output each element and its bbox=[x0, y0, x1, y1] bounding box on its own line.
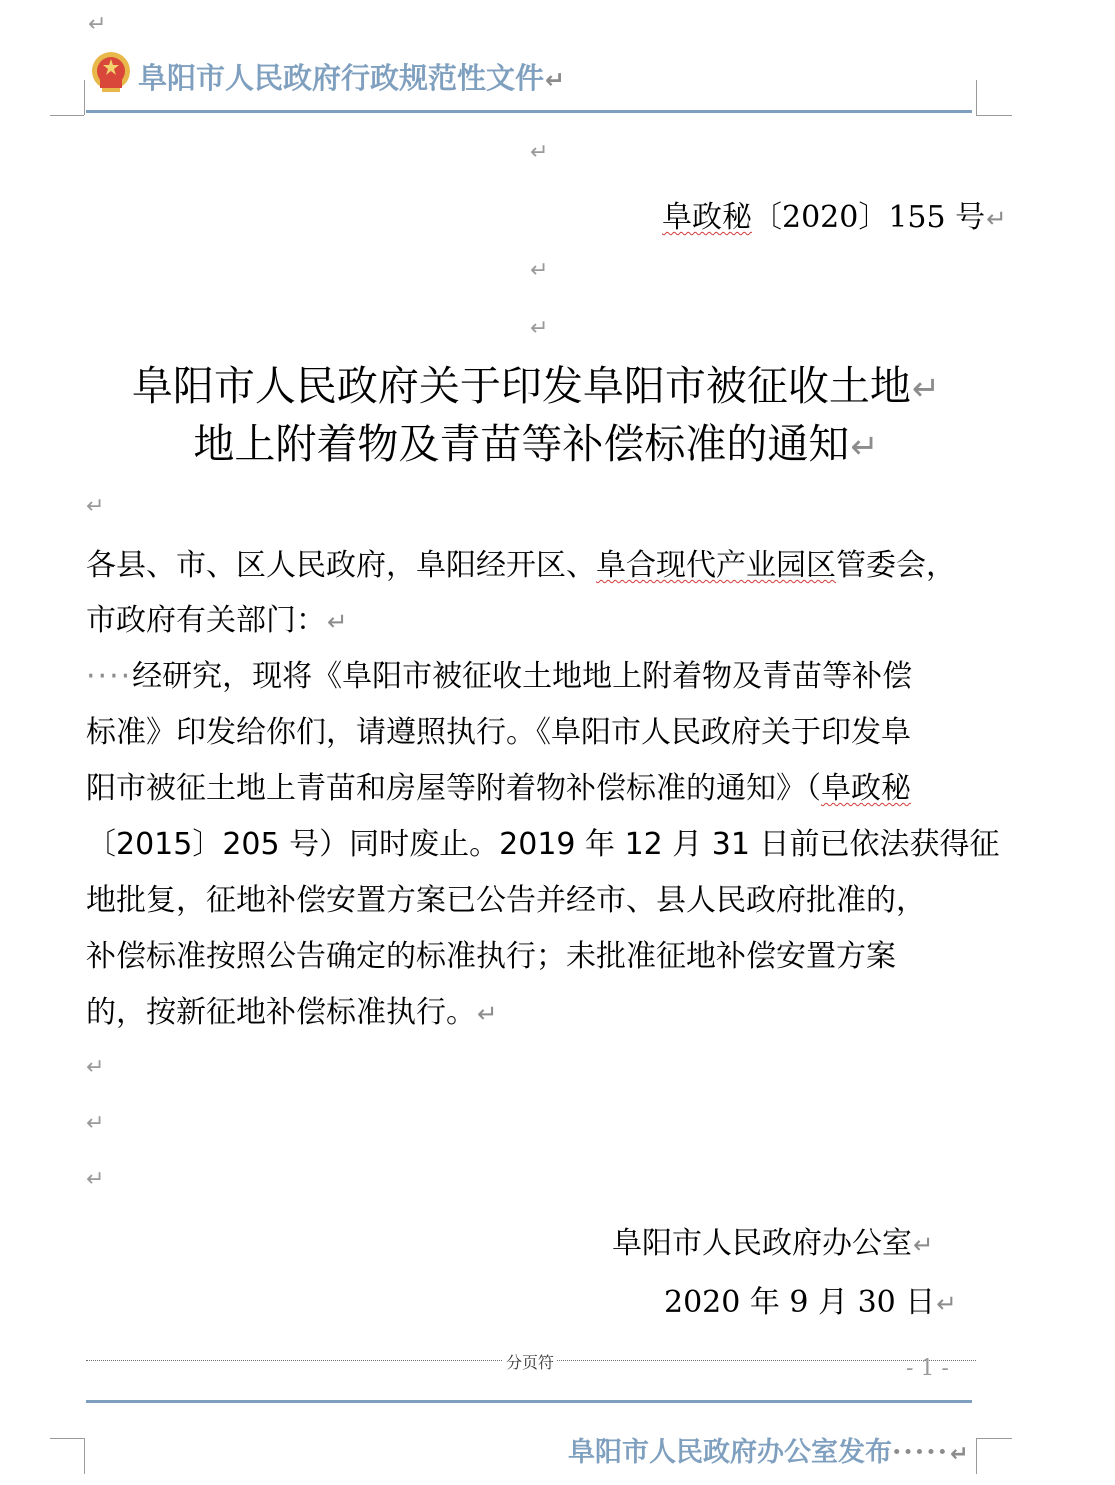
signature-office: 阜阳市人民政府办公室↵ bbox=[612, 1226, 934, 1261]
paragraph-mark: ↵ bbox=[530, 140, 549, 165]
crop-mark bbox=[976, 80, 977, 115]
page-number: - 1 - bbox=[906, 1356, 949, 1381]
footer-publisher: 阜阳市人民政府办公室发布·····↵ bbox=[568, 1437, 969, 1468]
crop-mark bbox=[50, 1438, 84, 1439]
body-paragraph-line: ····经研究，现将《阜阳市被征收土地地上附着物及青苗等补偿 bbox=[86, 659, 913, 694]
paragraph-mark: ↵ bbox=[86, 1055, 105, 1080]
paragraph-mark: ↵ bbox=[86, 1167, 105, 1192]
signature-date: 2020 年 9 月 30 日↵ bbox=[664, 1285, 957, 1320]
document-number: 阜政秘〔2020〕155 号↵ bbox=[662, 200, 1007, 235]
body-paragraph-line: 阳市被征土地上青苗和房屋等附着物补偿标准的通知》（阜政秘 bbox=[86, 771, 911, 806]
document-title-line-1: 阜阳市人民政府关于印发阜阳市被征收土地↵ bbox=[131, 362, 941, 410]
document-title-line-2: 地上附着物及青苗等补偿标准的通知↵ bbox=[193, 420, 879, 468]
crop-mark bbox=[976, 1438, 1012, 1439]
body-paragraph-line: 地批复，征地补偿安置方案已公告并经市、县人民政府批准的， bbox=[86, 883, 926, 918]
recipients-line-1: 各县、市、区人民政府，阜阳经开区、阜合现代产业园区管委会， bbox=[86, 548, 956, 583]
paragraph-mark: ↵ bbox=[86, 494, 105, 519]
recipients-line-2: 市政府有关部门：↵ bbox=[86, 603, 348, 638]
paragraph-mark: ↵ bbox=[86, 1111, 105, 1136]
body-paragraph-line: 的，按新征地补偿标准执行。↵ bbox=[86, 995, 498, 1030]
crop-mark bbox=[50, 115, 84, 116]
header-rule bbox=[86, 110, 972, 113]
crop-mark bbox=[84, 80, 85, 115]
body-paragraph-line: 补偿标准按照公告确定的标准执行；未批准征地补偿安置方案 bbox=[86, 939, 896, 974]
footer-rule bbox=[86, 1400, 972, 1403]
body-paragraph-line: 〔2015〕205 号）同时废止。2019 年 12 月 31 日前已依法获得征 bbox=[86, 827, 1000, 862]
paragraph-mark: ↵ bbox=[88, 12, 107, 37]
body-paragraph-line: 标准》印发给你们，请遵照执行。《阜阳市人民政府关于印发阜 bbox=[86, 715, 911, 750]
page-break-label: 分页符 bbox=[503, 1350, 557, 1373]
crop-mark bbox=[84, 1438, 85, 1474]
crop-mark bbox=[976, 1438, 977, 1474]
national-emblem-icon bbox=[90, 50, 132, 94]
header-title: 阜阳市人民政府行政规范性文件↵ bbox=[138, 61, 565, 95]
paragraph-mark: ↵ bbox=[530, 258, 549, 283]
paragraph-mark: ↵ bbox=[530, 316, 549, 341]
crop-mark bbox=[976, 115, 1012, 116]
